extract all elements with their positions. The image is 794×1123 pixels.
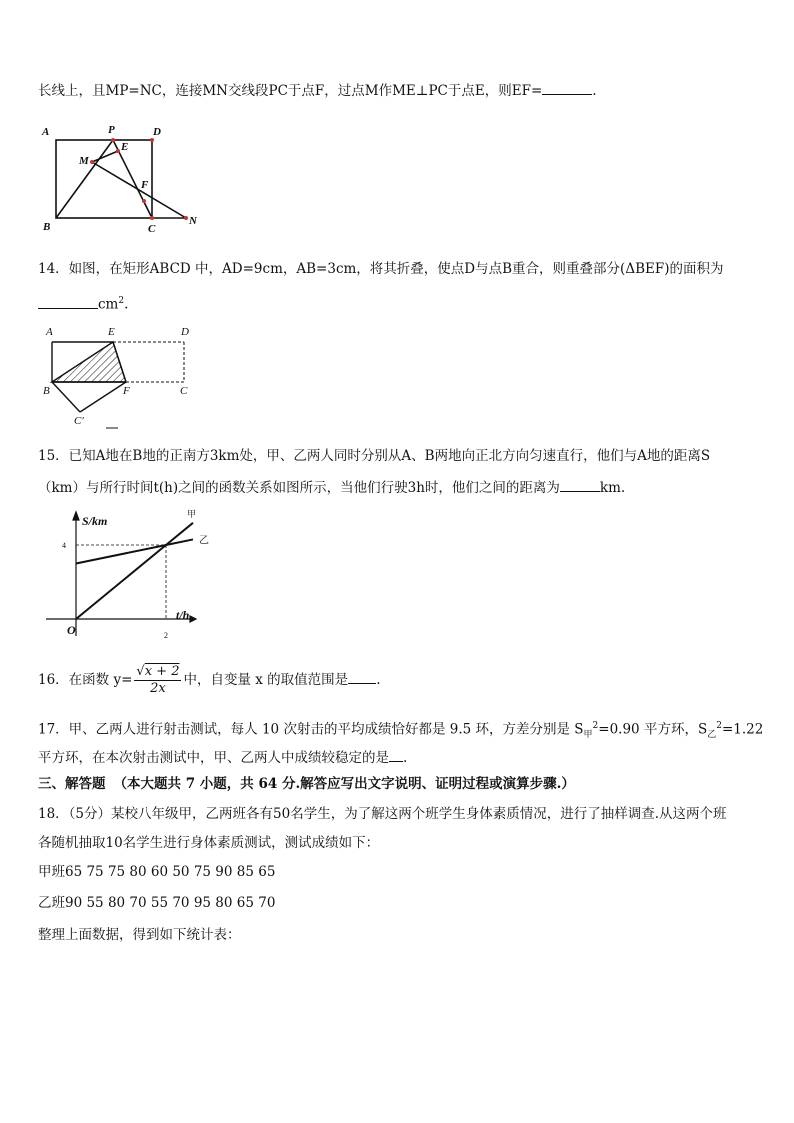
q13-label-D: D <box>153 126 161 138</box>
q13-line-ME <box>92 151 118 162</box>
q15-chart <box>38 508 208 638</box>
q13-line-MN <box>92 162 186 218</box>
q16-text: 16．在函数 y= $\frac{√x + 2}{2x}$ 中，自变量 x 的取值范围是 . <box>38 664 381 696</box>
q15-y-axis-arrow <box>73 512 79 520</box>
q18-class-jia-scores: 甲班65 75 75 80 60 50 75 90 85 65 <box>38 864 276 880</box>
q13-point-F <box>142 199 146 203</box>
q17-text-line2: 平方环，在本次射击测试中，甲、乙两人中成绩较稳定的是 . <box>38 750 408 766</box>
q15-answer-blank[interactable] <box>560 479 600 492</box>
q16-answer-blank[interactable] <box>348 671 376 684</box>
q15-text-line2: （km）与所行时间t(h)之间的函数关系如图所示，当他们行驶3h时，他们之间的距离为 km. <box>38 480 626 496</box>
q16-numerator: √x + 2 <box>136 664 180 679</box>
q14-label-C-prime: C′ <box>74 415 84 427</box>
q18-text-line2: 各随机抽取10名学生进行身体素质测试，测试成绩如下： <box>38 835 380 851</box>
q13-figure <box>38 122 208 234</box>
q13-point-N <box>184 216 188 220</box>
q14-label-C: C <box>180 385 188 397</box>
q13-label-C: C <box>148 223 156 235</box>
q13-label-P: P <box>108 124 115 136</box>
q17-text-line1: 17．甲、乙两人进行射击测试，每人 10 次射击的平均成绩恰好都是 9.5 环，方差分别是 $S_甲^2=0.90$ 平方环，$S_乙^2=1.22$ <box>38 721 764 741</box>
section3-title: 三、解答题 <box>38 776 106 792</box>
q13-label-A: A <box>42 126 50 138</box>
q13-point-P <box>111 138 115 142</box>
q15-x-label: t/h <box>176 608 190 622</box>
q13-point-C <box>150 216 154 220</box>
q15-y-label: S/km <box>82 514 108 528</box>
q18-text-line5: 整理上面数据，得到如下统计表： <box>38 927 241 943</box>
q13-label-N: N <box>189 215 197 227</box>
q15-series-label-jia: 甲 <box>187 508 197 519</box>
q14-label-A: A <box>46 326 53 338</box>
q13-text: 长线上，且MP=NC，连接MN交线段PC于点F，过点M作ME⊥PC于点E，则EF= . <box>38 83 597 99</box>
q15-x-tick-2: 2 <box>164 631 168 640</box>
q18-text-line1: 18．（5分）某校八年级甲，乙两班各有50名学生，为了解这两个班学生身体素质情况，进行了抽样调查.从这两个班 <box>38 806 727 822</box>
q17-answer-blank[interactable] <box>389 749 403 762</box>
q15-origin: O <box>67 623 76 637</box>
q14-label-D: D <box>181 326 189 338</box>
q16-denominator: 2x <box>150 681 166 696</box>
section3-description: （本大题共 7 小题，共 64 分.解答应写出文字说明、证明过程或演算步骤.） <box>113 776 575 792</box>
q14-label-F: F <box>123 385 130 397</box>
q14-label-B: B <box>43 385 50 397</box>
q13-label-E: E <box>121 141 129 153</box>
q14-figure <box>38 322 208 432</box>
q13-label-M: M <box>79 155 89 167</box>
q13-label-F: F <box>141 179 149 191</box>
q18-class-yi-scores: 乙班90 55 80 70 55 70 95 80 65 70 <box>38 895 276 911</box>
section3-heading <box>38 775 575 793</box>
q13-answer-blank[interactable] <box>542 82 592 95</box>
q13-line-BP <box>56 140 113 218</box>
q15-series-line-0 <box>76 523 193 619</box>
q16-fraction <box>134 664 181 697</box>
q13-point-D <box>150 138 154 142</box>
q14-label-E: E <box>108 326 115 338</box>
q15-series-line-1 <box>76 539 193 563</box>
q15-y-tick-4: 4 <box>62 541 66 550</box>
q15-series-label-yi: 乙 <box>199 535 209 547</box>
q14-answer-blank[interactable] <box>38 296 98 309</box>
q13-point-M <box>90 160 94 164</box>
q15-x-axis-arrow <box>190 616 196 622</box>
q14-text-line2: $cm^2$. <box>38 292 128 314</box>
q14-text-line1: 14．如图，在矩形ABCD 中，AD=9cm，AB=3cm，将其折叠，使点D与点B重合，则重叠部分(ΔBEF)的面积为 <box>38 261 724 277</box>
q13-label-B: B <box>43 221 51 233</box>
q15-text-line1: 15．已知A地在B地的正南方3km处，甲、乙两人同时分别从A、B两地向正北方向匀速直行，他们与A地的距离S <box>38 448 711 464</box>
q13-point-E <box>116 149 120 153</box>
